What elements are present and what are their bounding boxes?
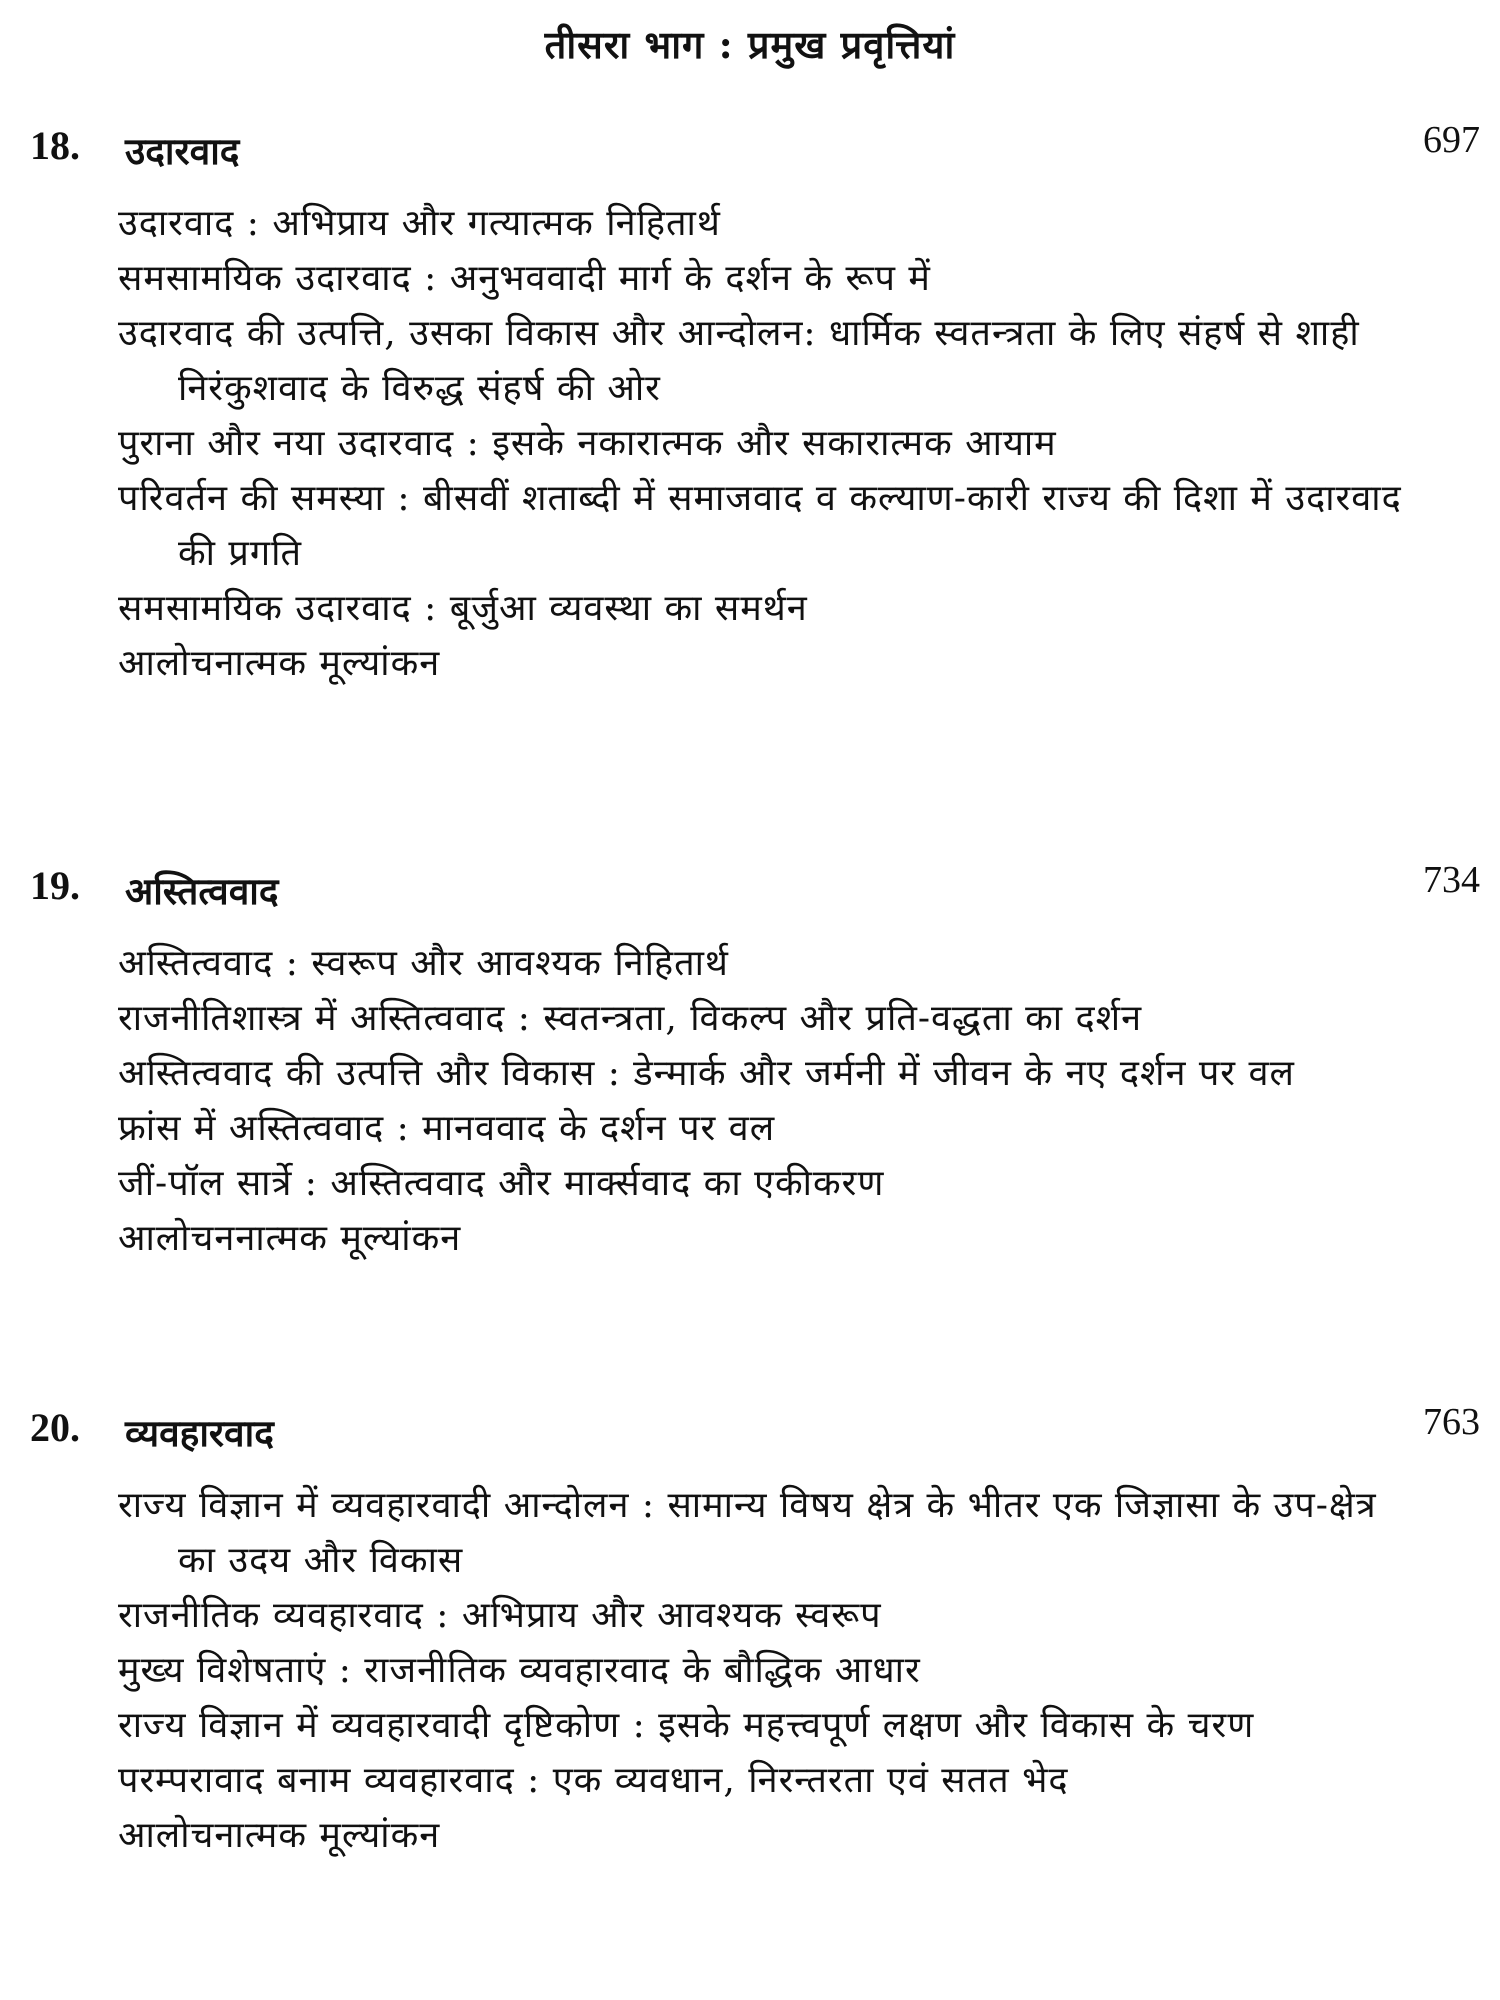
chapter-heading [0, 1401, 1500, 1464]
toc-entry: अस्तित्ववाद की उत्पत्ति और विकास : डेन्मार्क और जर्मनी में जीवन के नए दर्शन पर वल [118, 1053, 1295, 1094]
chapter-entries [0, 196, 1500, 691]
chapter-page-number: 697 [1423, 119, 1480, 161]
toc-entry: राज्य विज्ञान में व्यवहारवादी आन्दोलन : सामान्य विषय क्षेत्र के भीतर एक जिज्ञासा के उप-क्षेत्र का उदय और विकास [118, 1485, 1377, 1581]
toc-entry: परम्परावाद बनाम व्यवहारवाद : एक व्यवधान, निरन्तरता एवं सतत भेद [118, 1760, 1069, 1801]
chapter-title: उदारवाद [125, 129, 240, 173]
chapter-page-number: 763 [1423, 1401, 1480, 1443]
chapter-20 [0, 1401, 1500, 1863]
chapter-heading [0, 859, 1500, 922]
toc-entry: जीं-पॉल सार्त्रे : अस्तित्ववाद और मार्क्सवाद का एकीकरण [118, 1163, 885, 1204]
chapter-number: 20. [30, 1405, 80, 1450]
chapter-title: व्यवहारवाद [125, 1411, 274, 1455]
toc-entry: पुराना और नया उदारवाद : इसके नकारात्मक और सकारात्मक आयाम [118, 423, 1057, 464]
part-title: तीसरा भाग : प्रमुख प्रवृत्तियां [544, 22, 956, 67]
toc-entry: आलोचनात्मक मूल्यांकन [118, 1815, 441, 1856]
toc-entry: अस्तित्ववाद : स्वरूप और आवश्यक निहितार्थ [118, 943, 729, 984]
toc-entry: राजनीतिक व्यवहारवाद : अभिप्राय और आवश्यक स्वरूप [118, 1595, 882, 1636]
toc-entry: राज्य विज्ञान में व्यवहारवादी दृष्टिकोण : इसके महत्त्वपूर्ण लक्षण और विकास के चरण [118, 1705, 1255, 1746]
toc-entry: समसामयिक उदारवाद : अनुभववादी मार्ग के दर्शन के रूप में [118, 258, 931, 299]
toc-entry: राजनीतिशास्त्र में अस्तित्ववाद : स्वतन्त्रता, विकल्प और प्रति-वद्धता का दर्शन [118, 998, 1143, 1039]
chapter-title: अस्तित्ववाद [125, 869, 279, 913]
chapter-page-number: 734 [1423, 859, 1480, 901]
chapter-entries [0, 1478, 1500, 1863]
toc-entry: मुख्य विशेषताएं : राजनीतिक व्यवहारवाद के बौद्धिक आधार [118, 1650, 921, 1691]
toc-entry: परिवर्तन की समस्या : बीसवीं शताब्दी में समाजवाद व कल्याण-कारी राज्य की दिशा में उदारवाद की प्रगति [118, 478, 1402, 574]
toc-entry: उदारवाद : अभिप्राय और गत्यात्मक निहितार्थ [118, 203, 721, 244]
chapter-heading [0, 119, 1500, 182]
chapter-entries [0, 936, 1500, 1266]
toc-entry: आलोचननात्मक मूल्यांकन [118, 1218, 462, 1259]
toc-entry: फ्रांस में अस्तित्ववाद : मानववाद के दर्शन पर वल [118, 1108, 776, 1149]
chapter-18 [0, 119, 1500, 691]
toc-entry: समसामयिक उदारवाद : बूर्जुआ व्यवस्था का समर्थन [118, 588, 808, 629]
toc-entry: आलोचनात्मक मूल्यांकन [118, 643, 441, 684]
toc-entry: उदारवाद की उत्पत्ति, उसका विकास और आन्दोलन: धार्मिक स्वतन्त्रता के लिए संहर्ष से शाही निरंकुशवाद के विरुद्ध संहर्ष की ओर [118, 313, 1360, 409]
chapter-19 [0, 859, 1500, 1266]
chapter-number: 18. [30, 123, 80, 168]
chapter-number: 19. [30, 863, 80, 908]
